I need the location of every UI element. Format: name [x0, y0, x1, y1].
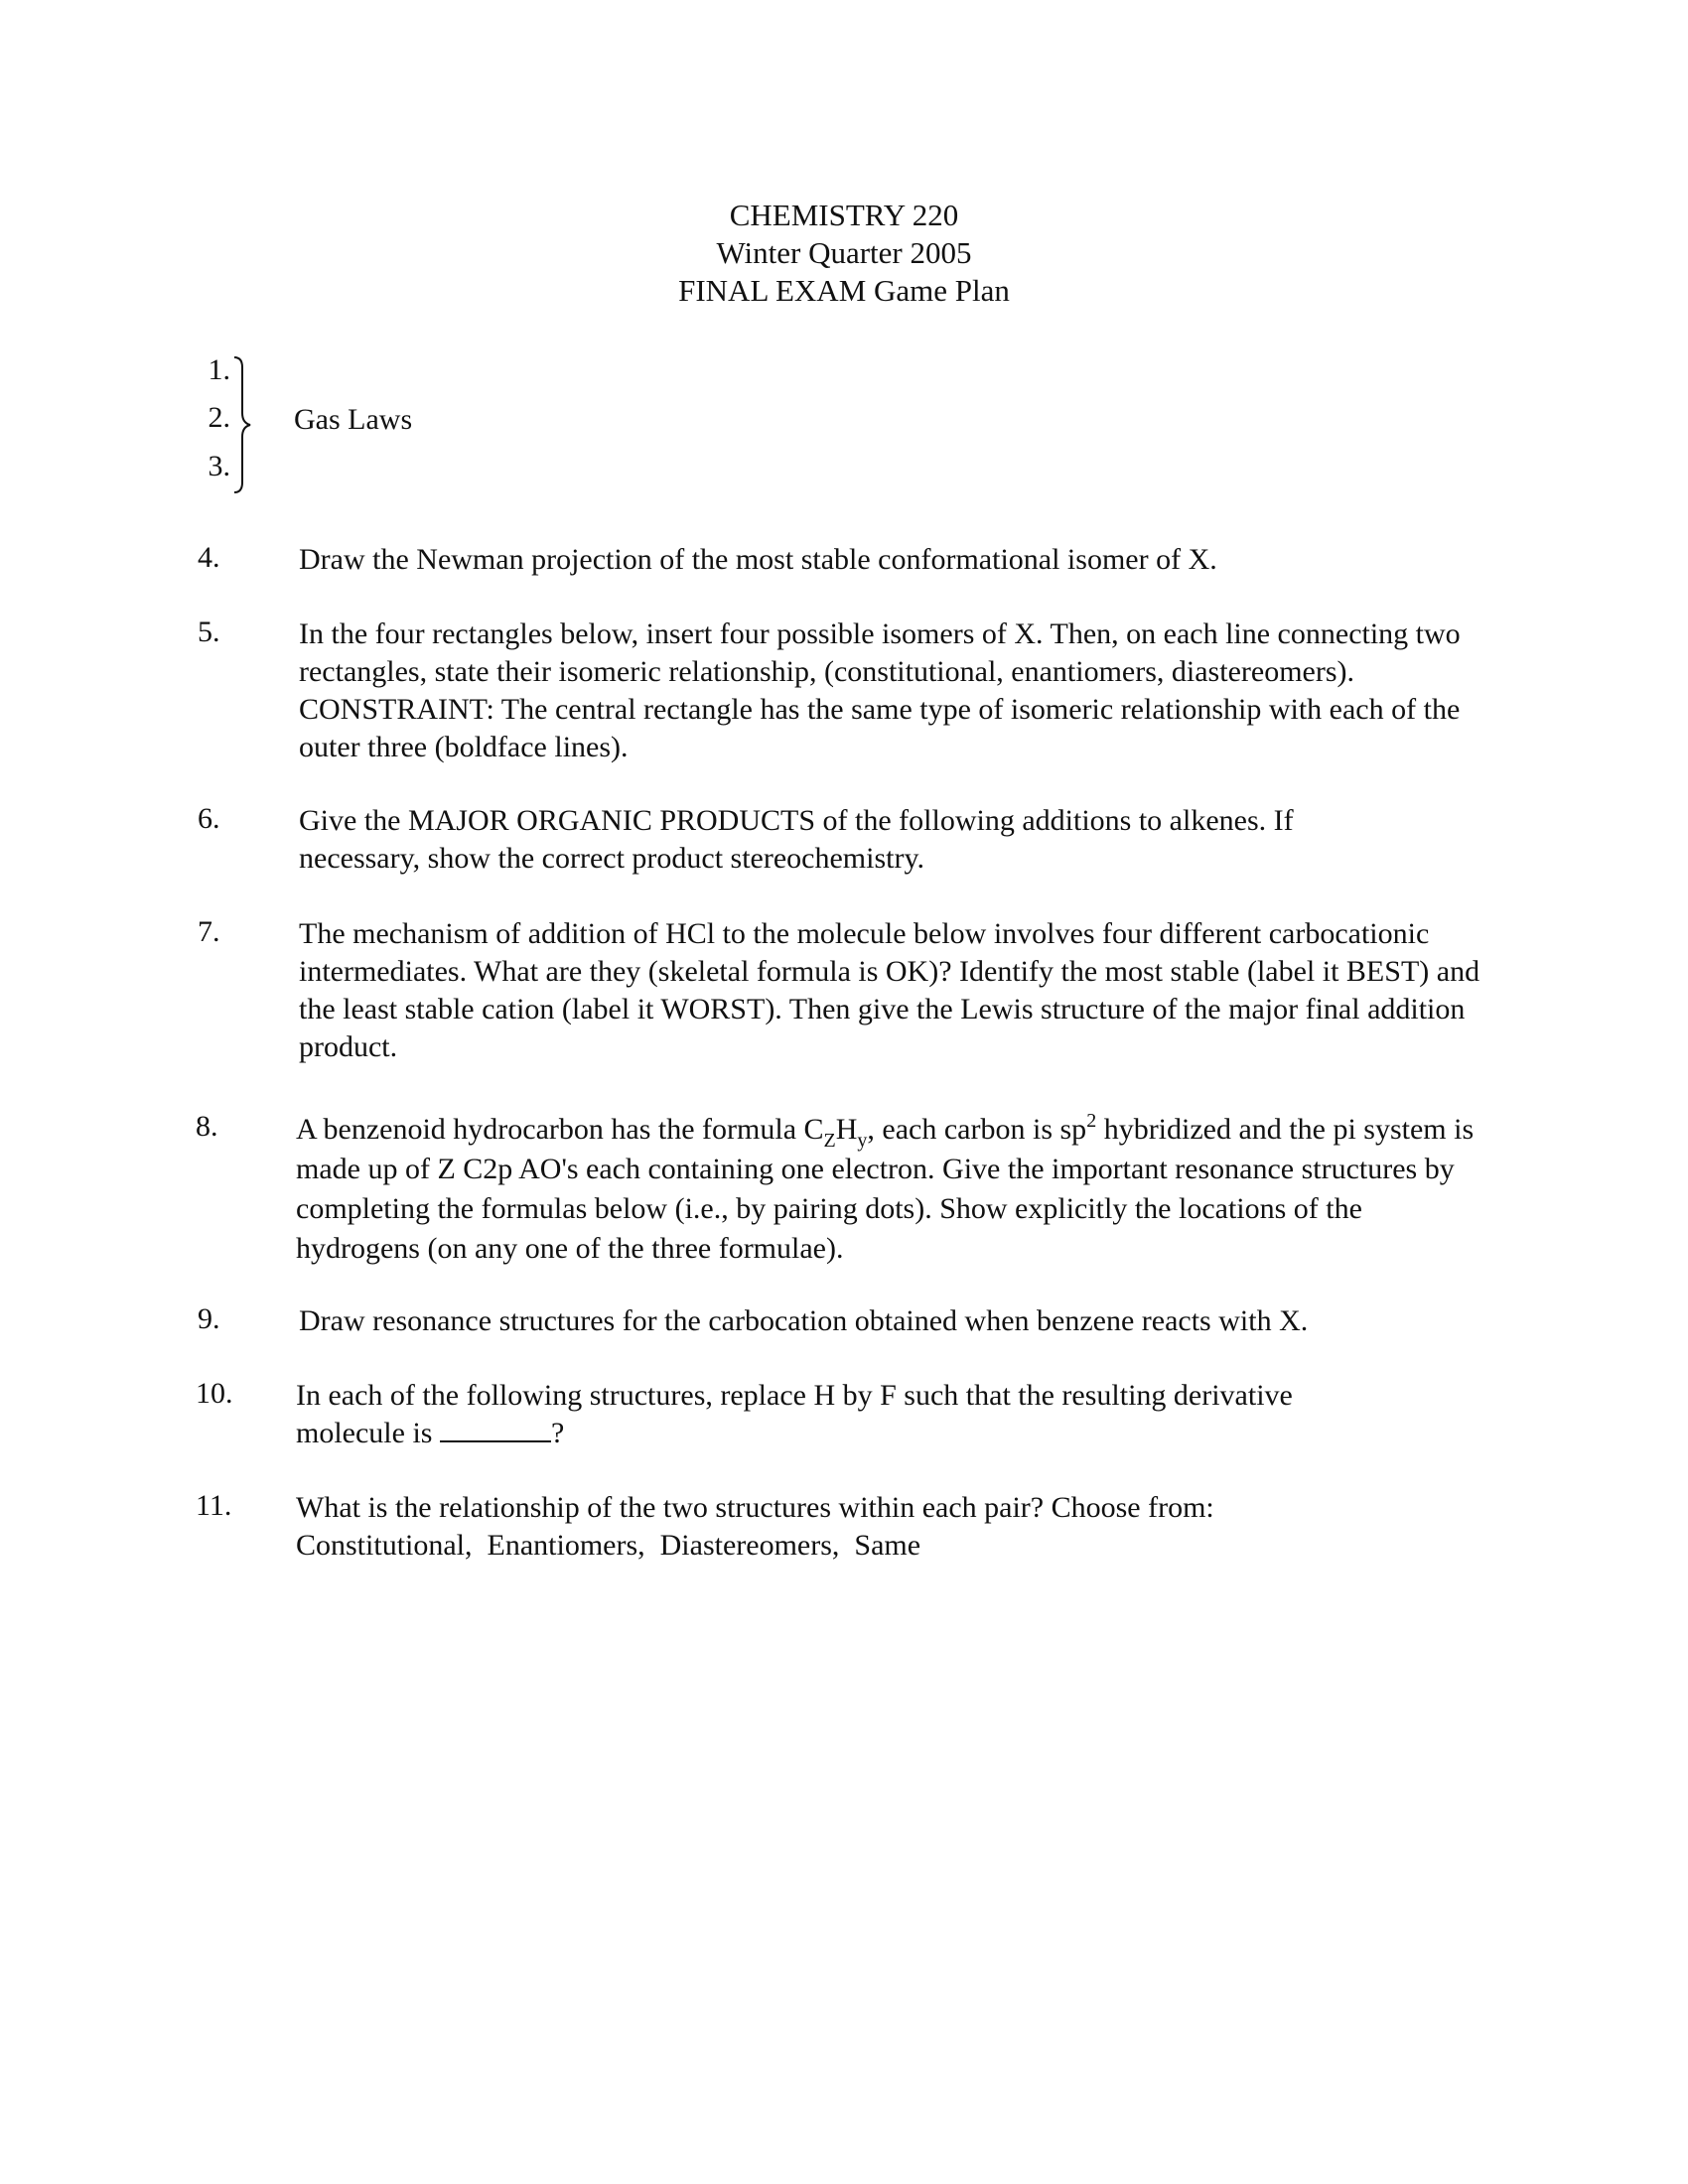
subscript-z: Z	[823, 1130, 836, 1152]
question-number: 4.	[198, 541, 220, 574]
question-text: The mechanism of addition of HCl to the molecule below involves four different carbocationic intermediates. What are they (skeletal formula is OK)? Identify the most stable (label it BEST) and the least stable cation (label it WORST). Then give the Lewis structure of the major final addition product.	[299, 917, 1480, 1063]
document-title: FINAL EXAM Game Plan	[678, 273, 1010, 308]
question-number: 6.	[198, 802, 220, 835]
subscript-y: y	[857, 1130, 868, 1152]
question-text: Draw the Newman projection of the most stable conformational isomer of X.	[299, 543, 1217, 576]
question-text: Give the MAJOR ORGANIC PRODUCTS of the following additions to alkenes. If necessary, show the correct product stereochemistry.	[299, 804, 1294, 875]
item-number-2: 2.	[208, 401, 230, 434]
curly-brace-icon	[230, 355, 260, 494]
term: Winter Quarter 2005	[716, 235, 972, 270]
question-text: A benzenoid hydrocarbon has the formula $C_ZH_y$, each carbon is $sp^2$ hybridized and the pi system is made up of Z C2p AO's each containing one electron. Give the important resonance structures by completing the formulas below (i.e., by pairing dots). Show explicitly the locations of the hydrogens (on any one of the three formulae).	[296, 1110, 1475, 1265]
superscript-2: 2	[1086, 1110, 1097, 1132]
course-title: CHEMISTRY 220	[729, 198, 959, 232]
question-number: 8.	[196, 1110, 218, 1143]
item-number-1: 1.	[208, 353, 230, 386]
document-header	[0, 197, 1688, 310]
question-text: In the four rectangles below, insert four possible isomers of X. Then, on each line connecting two rectangles, state their isomeric relationship, (constitutional, enantiomers, diastereomers). CONSTRAINT: The central rectangle has the same type of isomeric relationship with each of the outer three (boldface lines).	[299, 617, 1461, 763]
question-number: 10.	[196, 1377, 233, 1410]
question-text: In each of the following structures, replace H by F such that the resulting derivative molecule is ?	[296, 1379, 1293, 1449]
answer-choices: Constitutional, Enantiomers, Diastereomers, Same	[296, 1529, 921, 1562]
question-text: What is the relationship of the two structures within each pair? Choose from: Constitutional, Enantiomers, Diastereomers, Same	[296, 1489, 1487, 1565]
question-number: 5.	[198, 615, 220, 648]
question-number: 9.	[198, 1302, 220, 1335]
question-number: 11.	[196, 1489, 232, 1522]
fill-in-blank	[440, 1415, 551, 1442]
question-number: 7.	[198, 915, 220, 948]
gas-laws-label: Gas Laws	[294, 403, 413, 436]
question-text: Draw resonance structures for the carbocation obtained when benzene reacts with X.	[299, 1304, 1309, 1337]
item-number-3: 3.	[208, 450, 230, 482]
